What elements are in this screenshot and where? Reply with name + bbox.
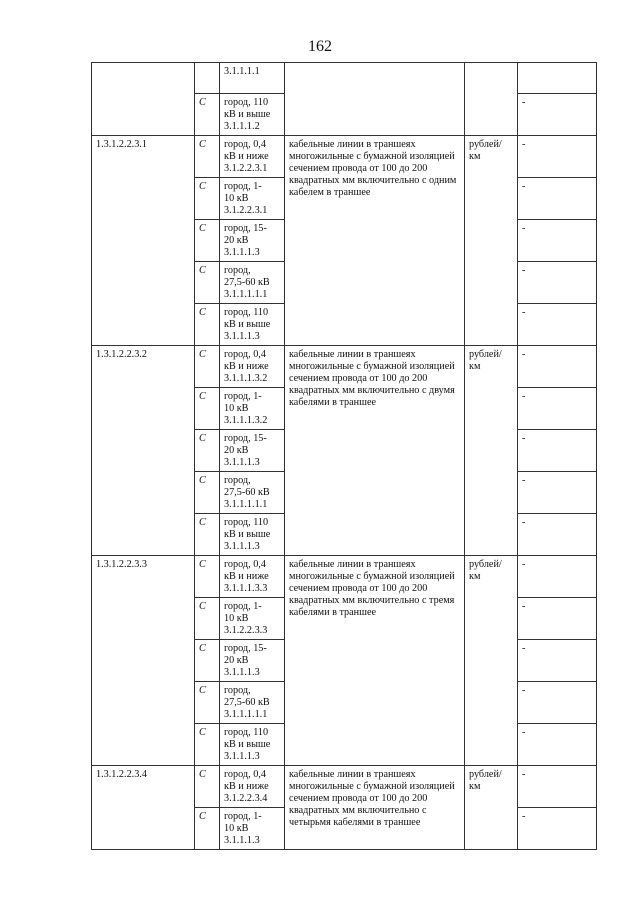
table-row (92, 136, 597, 178)
description-cell (285, 63, 465, 136)
tariff-table (91, 62, 597, 850)
place-cell: город, 27,5-60 кВ 3.1.1.1.1.1 (220, 472, 285, 514)
letter-cell: C (195, 430, 220, 472)
place-cell: город, 1- 10 кВ 3.1.2.2.3.3 (220, 598, 285, 640)
letter-cell: C (195, 178, 220, 220)
description-cell: кабельные линии в траншеях многожильные с бумажной изоляцией сечением провода от 100 до 200 квадратных мм включительно с одним кабелем в траншее (285, 136, 465, 346)
rate-cell: - (518, 514, 597, 556)
place-cell: город, 1- 10 кВ 3.1.1.1.3 (220, 808, 285, 850)
rate-cell: - (518, 304, 597, 346)
place-cell: город, 0,4 кВ и ниже 3.1.1.1.3.2 (220, 346, 285, 388)
description-cell: кабельные линии в траншеях многожильные с бумажной изоляцией сечением провода от 100 до 200 квадратных мм включительно с четырьмя кабелями в траншее (285, 766, 465, 850)
letter-cell: C (195, 304, 220, 346)
place-cell: город, 0,4 кВ и ниже 3.1.2.2.3.1 (220, 136, 285, 178)
letter-cell: C (195, 556, 220, 598)
description-cell: кабельные линии в траншеях многожильные с бумажной изоляцией сечением провода от 100 до 200 квадратных мм включительно с тремя кабелями в траншее (285, 556, 465, 766)
table-row (92, 346, 597, 388)
letter-cell: C (195, 262, 220, 304)
letter-cell: C (195, 94, 220, 136)
rate-cell: - (518, 640, 597, 682)
table-row (92, 556, 597, 598)
place-cell: город, 1- 10 кВ 3.1.2.2.3.1 (220, 178, 285, 220)
letter-cell: C (195, 682, 220, 724)
letter-cell: C (195, 640, 220, 682)
place-cell: город, 110 кВ и выше 3.1.1.1.3 (220, 304, 285, 346)
rate-cell: - (518, 808, 597, 850)
letter-cell: C (195, 220, 220, 262)
place-cell: город, 110 кВ и выше 3.1.1.1.2 (220, 94, 285, 136)
code-cell (92, 63, 195, 136)
table-row (92, 766, 597, 808)
letter-cell (195, 63, 220, 94)
place-cell: город, 0,4 кВ и ниже 3.1.2.2.3.4 (220, 766, 285, 808)
rate-cell: - (518, 220, 597, 262)
letter-cell: C (195, 346, 220, 388)
code-cell: 1.3.1.2.2.3.2 (92, 346, 195, 556)
place-cell: город, 15- 20 кВ 3.1.1.1.3 (220, 220, 285, 262)
unit-cell: рублей/ км (465, 136, 518, 346)
place-cell: город, 27,5-60 кВ 3.1.1.1.1.1 (220, 682, 285, 724)
rate-cell: - (518, 430, 597, 472)
rate-cell: - (518, 766, 597, 808)
rate-cell: - (518, 178, 597, 220)
unit-cell (465, 63, 518, 136)
place-cell: город, 0,4 кВ и ниже 3.1.1.1.3.3 (220, 556, 285, 598)
page-number: 162 (308, 38, 332, 55)
unit-cell: рублей/ км (465, 556, 518, 766)
letter-cell: C (195, 136, 220, 178)
description-cell: кабельные линии в траншеях многожильные с бумажной изоляцией сечением провода от 100 до 200 квадратных мм включительно с двумя кабелями в траншее (285, 346, 465, 556)
rate-cell: - (518, 472, 597, 514)
code-cell: 1.3.1.2.2.3.1 (92, 136, 195, 346)
place-cell: город, 27,5-60 кВ 3.1.1.1.1.1 (220, 262, 285, 304)
unit-cell: рублей/ км (465, 766, 518, 850)
place-cell: город, 15- 20 кВ 3.1.1.1.3 (220, 640, 285, 682)
letter-cell: C (195, 808, 220, 850)
rate-cell: - (518, 94, 597, 136)
rate-cell: - (518, 724, 597, 766)
letter-cell: C (195, 766, 220, 808)
code-cell: 1.3.1.2.2.3.3 (92, 556, 195, 766)
letter-cell: C (195, 472, 220, 514)
rate-cell: - (518, 598, 597, 640)
rate-cell: - (518, 556, 597, 598)
unit-cell: рублей/ км (465, 346, 518, 556)
letter-cell: C (195, 598, 220, 640)
letter-cell: C (195, 388, 220, 430)
rate-cell (518, 63, 597, 94)
rate-cell: - (518, 346, 597, 388)
code-cell: 1.3.1.2.2.3.4 (92, 766, 195, 850)
rate-cell: - (518, 388, 597, 430)
table-row (92, 63, 597, 94)
letter-cell: C (195, 514, 220, 556)
place-cell: город, 110 кВ и выше 3.1.1.1.3 (220, 724, 285, 766)
place-cell: город, 15- 20 кВ 3.1.1.1.3 (220, 430, 285, 472)
place-cell: город, 1- 10 кВ 3.1.1.1.3.2 (220, 388, 285, 430)
rate-cell: - (518, 262, 597, 304)
place-cell: 3.1.1.1.1 (220, 63, 285, 94)
place-cell: город, 110 кВ и выше 3.1.1.1.3 (220, 514, 285, 556)
rate-cell: - (518, 682, 597, 724)
rate-cell: - (518, 136, 597, 178)
letter-cell: C (195, 724, 220, 766)
